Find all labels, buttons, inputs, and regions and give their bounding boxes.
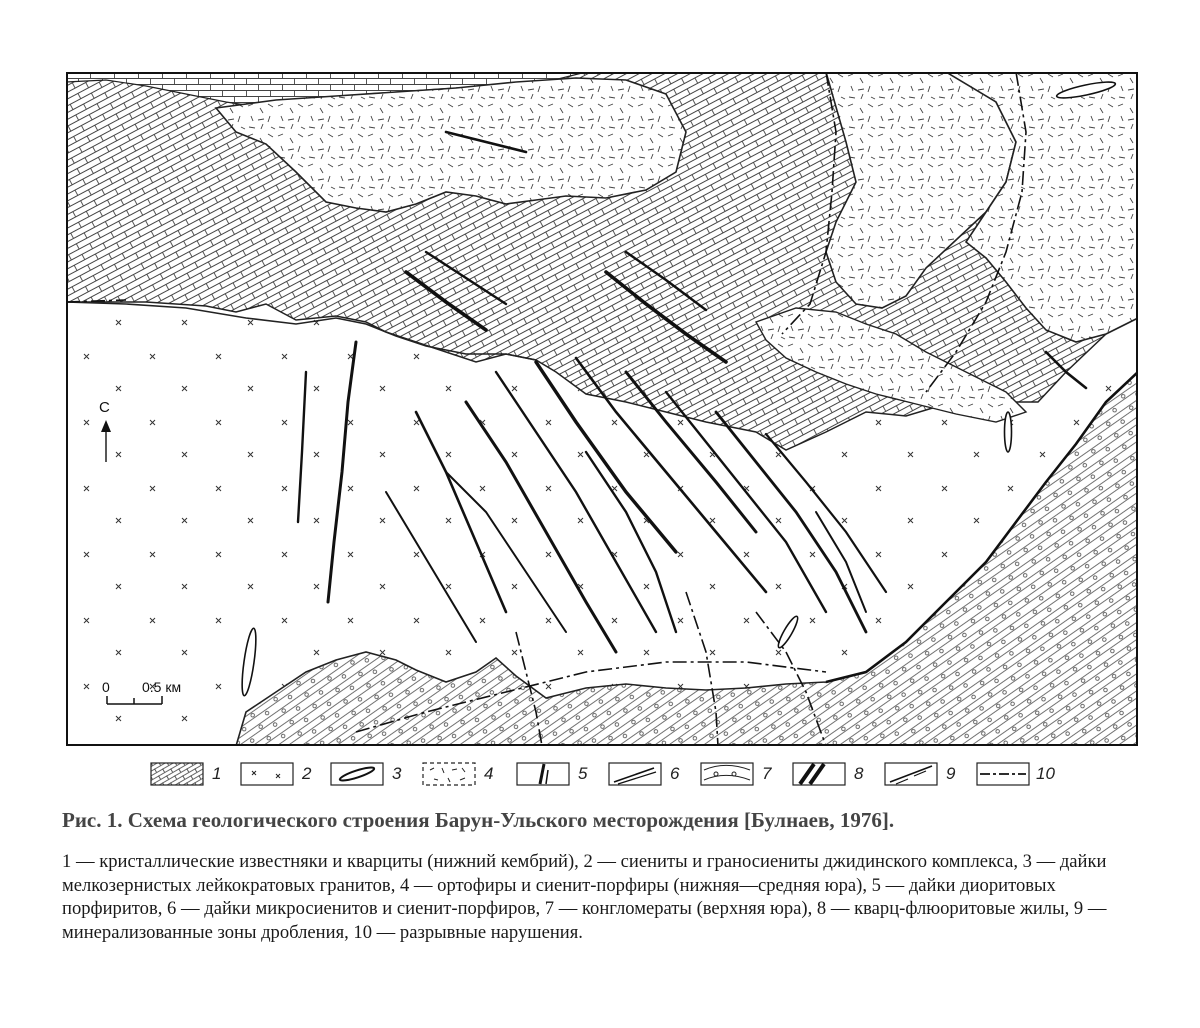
- legend-num: 5: [578, 764, 588, 783]
- legend-item-orthophyre: [422, 762, 494, 792]
- legend-swatch-orthophyre: [422, 762, 476, 786]
- figure-caption-body: 1 — кристаллические известняки и кварциты (нижний кембрий), 2 — сиениты и граносиениты джидинского комплекса, 3 — дайки мелкозернистых лейкократовых гранитов, 4 — ортофиры и сиенит-порфиры (нижняя—средняя юра), 5 — дайки диоритовых порфиритов, 6 — дайки микросиенитов и сиенит-порфиров, 7 — конгломераты (верхняя юра), 8 — кварц-флюоритовые жилы, 9 — минерализованные зоны дробления, 10 — разрывные нарушения.: [62, 851, 1107, 943]
- legend-item-fault: [976, 762, 1055, 792]
- legend-swatch-diorite-dike: [516, 762, 570, 786]
- legend-num: 9: [946, 764, 956, 783]
- geologic-map: [66, 72, 1138, 746]
- legend-num: 1: [212, 764, 222, 783]
- legend-num: 8: [854, 764, 864, 783]
- legend-item-crush-zone: [884, 762, 956, 792]
- legend-swatch-microsyenite-dike: [608, 762, 662, 786]
- legend-num: 10: [1036, 764, 1055, 783]
- legend: [150, 762, 1070, 792]
- legend-item-granite-dike: [330, 762, 402, 792]
- figure-caption-title: Рис. 1. Схема геологического строения Барун-Ульского месторождения [Булнаев, 1976].: [62, 808, 895, 832]
- legend-item-limestone: [150, 762, 222, 792]
- legend-swatch-fluorite-vein: [792, 762, 846, 786]
- legend-item-microsyenite-dike: [608, 762, 680, 792]
- scale-half-label: 0.5 км: [142, 679, 182, 695]
- legend-swatch-fault: [976, 762, 1030, 786]
- legend-item-conglomerate: [700, 762, 772, 792]
- legend-swatch-granite-dike: [330, 762, 384, 786]
- legend-num: 3: [392, 764, 402, 783]
- scale-zero-label: 0: [102, 679, 110, 695]
- north-label: С: [99, 399, 110, 416]
- legend-num: 2: [302, 764, 312, 783]
- legend-swatch-syenite: [240, 762, 294, 786]
- legend-swatch-crush-zone: [884, 762, 938, 786]
- legend-item-diorite-dike: [516, 762, 588, 792]
- legend-item-fluorite-vein: [792, 762, 864, 792]
- legend-swatch-limestone: [150, 762, 204, 786]
- legend-num: 6: [670, 764, 680, 783]
- legend-num: 7: [762, 764, 772, 783]
- legend-item-syenite: [240, 762, 312, 792]
- legend-num: 4: [484, 764, 494, 783]
- legend-swatch-conglomerate: [700, 762, 754, 786]
